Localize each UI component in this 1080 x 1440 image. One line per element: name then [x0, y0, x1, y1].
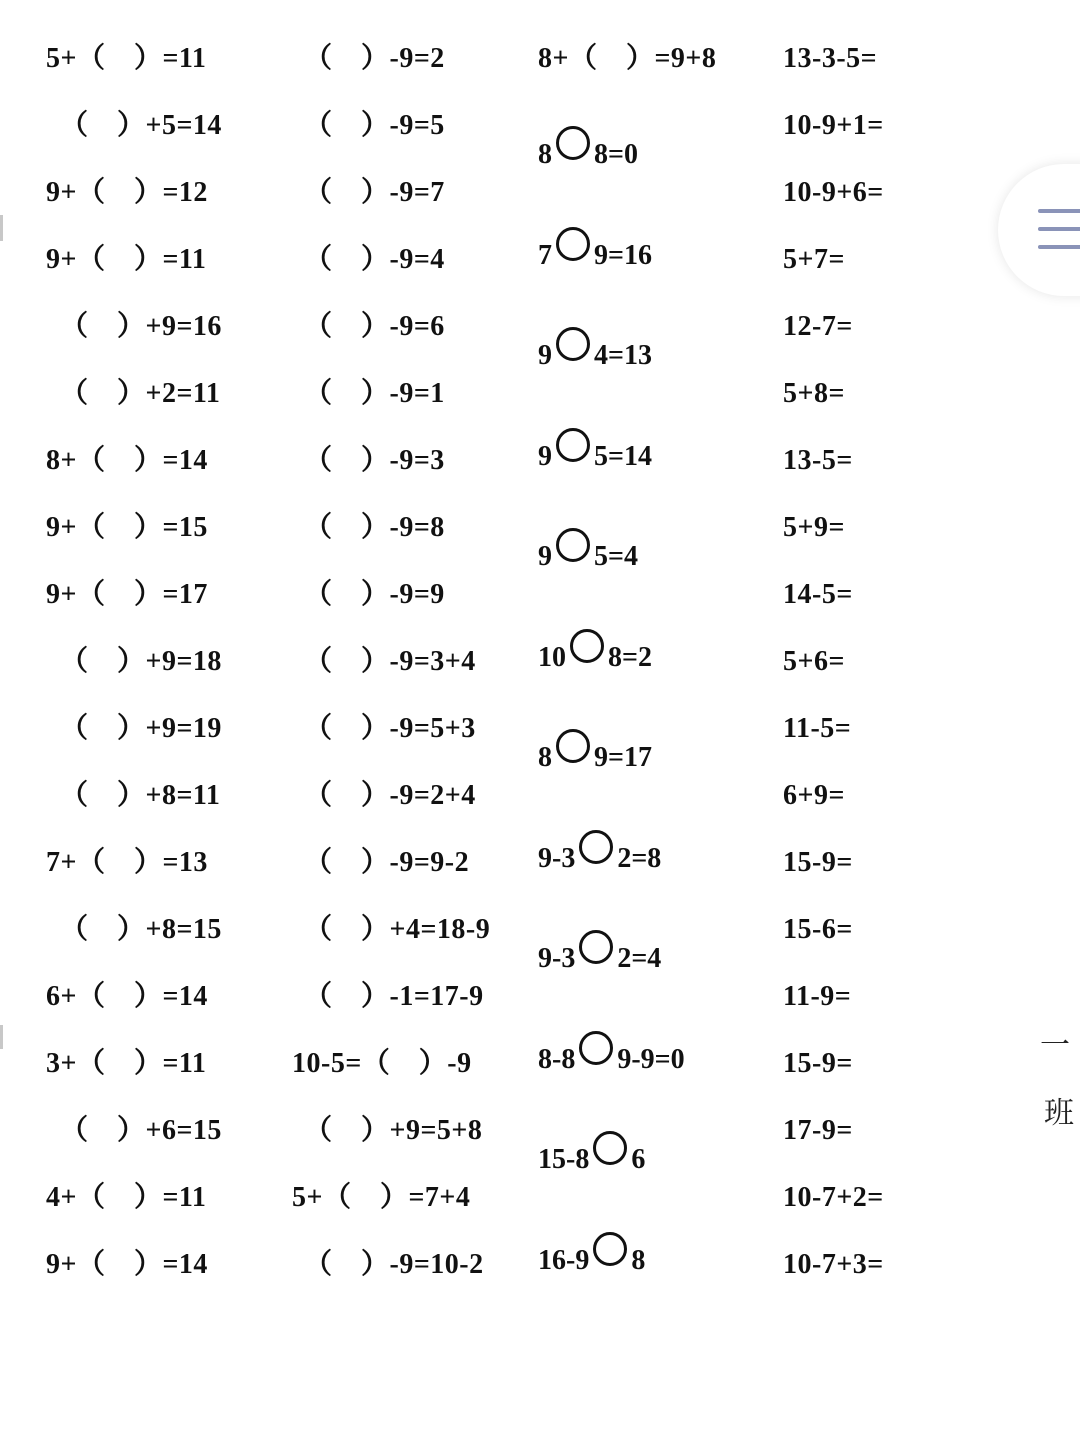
calculation-equation: 12-7= [783, 311, 853, 342]
comparison-item [538, 615, 652, 675]
fill-blank-equation: （ ）-9=3+4 [304, 646, 476, 677]
comparison-item [538, 414, 652, 474]
comparison-right: 9=17 [594, 742, 652, 773]
fill-blank-equation: 9+（ ）=12 [46, 177, 208, 208]
fill-blank-equation: 9+（ ）=15 [46, 512, 208, 543]
fill-blank-equation: 5+（ ）=7+4 [292, 1182, 471, 1213]
fill-blank-equation: （ ）+9=19 [60, 713, 222, 744]
fill-blank-equation: 9+（ ）=11 [46, 244, 207, 275]
comparison-right: 2=8 [617, 842, 662, 874]
fill-blank-equation: （ ）-9=7 [304, 177, 445, 208]
calculation-equation: 13-3-5= [783, 43, 878, 74]
comparison-left: 9 [538, 440, 552, 472]
fill-blank-equation: （ ）+9=18 [60, 646, 222, 677]
fill-blank-equation: （ ）-9=8 [304, 512, 445, 543]
comparison-right: 4=13 [594, 340, 652, 371]
calculation-equation: 10-7+2= [783, 1182, 884, 1213]
calculation-equation: 10-7+3= [783, 1249, 884, 1280]
fill-blank-equation: （ ）+9=5+8 [304, 1115, 483, 1146]
comparison-item [538, 1017, 685, 1077]
calculation-equation: 14-5= [783, 579, 853, 610]
answer-circle-icon[interactable] [579, 830, 613, 864]
calculation-equation: 11-5= [783, 713, 852, 744]
comparison-right: 5=14 [594, 440, 652, 472]
comparison-left: 15-8 [538, 1144, 590, 1175]
answer-circle-icon[interactable] [556, 227, 590, 261]
calculation-equation: 15-9= [783, 1048, 853, 1079]
comparison-item [538, 816, 661, 876]
calculation-equation: 10-9+1= [783, 110, 884, 141]
fill-blank-equation: （ ）+9=16 [60, 311, 222, 342]
fill-blank-equation: （ ）-9=1 [304, 378, 445, 409]
comparison-left: 7 [538, 239, 552, 271]
comparison-right: 8 [631, 1244, 646, 1276]
comparison-right: 2=4 [617, 943, 662, 974]
comparison-right: 5=4 [594, 541, 638, 572]
comparison-right: 9-9=0 [617, 1043, 685, 1075]
comparison-left: 16-9 [538, 1244, 590, 1276]
fill-blank-equation: 5+（ ）=11 [46, 43, 207, 74]
fill-blank-equation: 9+（ ）=14 [46, 1249, 208, 1280]
menu-line [1038, 209, 1080, 213]
calculation-equation: 15-6= [783, 914, 853, 945]
comparison-item [538, 213, 652, 273]
comparison-item [538, 1117, 645, 1177]
answer-circle-icon[interactable] [593, 1131, 627, 1165]
answer-circle-icon[interactable] [593, 1232, 627, 1266]
fill-blank-equation: （ ）-9=2 [304, 43, 445, 74]
fill-blank-equation: （ ）-9=6 [304, 311, 445, 342]
calculation-equation: 11-9= [783, 981, 852, 1012]
comparison-left: 8 [538, 139, 552, 170]
fill-blank-equation: （ ）-9=9 [304, 579, 445, 610]
comparison-left: 9-3 [538, 842, 576, 874]
edge-mark [0, 1025, 3, 1049]
calculation-equation: 5+6= [783, 646, 845, 677]
answer-circle-icon[interactable] [556, 528, 590, 562]
comparison-item [538, 1218, 645, 1278]
comparison-left: 9 [538, 541, 552, 572]
edge-mark [0, 215, 3, 241]
comparison-right: 6 [631, 1144, 646, 1175]
answer-circle-icon[interactable] [556, 428, 590, 462]
calculation-equation: 5+7= [783, 244, 845, 275]
calculation-equation: 6+9= [783, 780, 845, 811]
menu-line [1038, 227, 1080, 231]
fill-blank-equation: 10-5=（ ）-9 [292, 1048, 472, 1079]
fill-blank-equation: （ ）+4=18-9 [304, 914, 491, 945]
fill-blank-equation: （ ）+8=11 [60, 780, 221, 811]
calculation-equation: 13-5= [783, 445, 853, 476]
comparison-right: 8=0 [594, 139, 638, 170]
fill-blank-equation: 4+（ ）=11 [46, 1182, 207, 1213]
comparison-right: 9=16 [594, 239, 652, 271]
answer-circle-icon[interactable] [579, 1031, 613, 1065]
fill-blank-equation: 6+（ ）=14 [46, 981, 208, 1012]
fill-blank-equation: （ ）+6=15 [60, 1115, 222, 1146]
calculation-equation: 5+9= [783, 512, 845, 543]
comparison-left: 9-3 [538, 943, 576, 974]
calculation-equation: 15-9= [783, 847, 853, 878]
menu-line [1038, 245, 1080, 249]
answer-circle-icon[interactable] [579, 930, 613, 964]
comparison-item [538, 916, 661, 976]
fill-blank-equation: 8+（ ）=9+8 [538, 43, 717, 74]
fill-blank-equation: （ ）+8=15 [60, 914, 222, 945]
comparison-left: 8-8 [538, 1043, 576, 1075]
answer-circle-icon[interactable] [570, 629, 604, 663]
comparison-left: 8 [538, 742, 552, 773]
fill-blank-equation: （ ）-9=2+4 [304, 780, 476, 811]
answer-circle-icon[interactable] [556, 327, 590, 361]
fill-blank-equation: 8+（ ）=14 [46, 445, 208, 476]
comparison-item [538, 313, 652, 373]
comparison-left: 10 [538, 641, 566, 673]
fill-blank-equation: 3+（ ）=11 [46, 1048, 207, 1079]
comparison-item [538, 715, 652, 775]
fill-blank-equation: （ ）+2=11 [60, 378, 221, 409]
fill-blank-equation: （ ）-9=5+3 [304, 713, 476, 744]
answer-circle-icon[interactable] [556, 126, 590, 160]
fill-blank-equation: （ ）-9=5 [304, 110, 445, 141]
fill-blank-equation: （ ）-9=4 [304, 244, 445, 275]
fill-blank-equation: （ ）-1=17-9 [304, 981, 484, 1012]
calculation-equation: 5+8= [783, 378, 845, 409]
fill-blank-equation: （ ）-9=9-2 [304, 847, 470, 878]
fill-blank-equation: 7+（ ）=13 [46, 847, 208, 878]
fill-blank-equation: （ ）-9=10-2 [304, 1249, 484, 1280]
calculation-equation: 17-9= [783, 1115, 853, 1146]
edge-partial-text: 班 [1044, 1096, 1074, 1131]
fill-blank-equation: 9+（ ）=17 [46, 579, 208, 610]
fill-blank-equation: （ ）-9=3 [304, 445, 445, 476]
comparison-item [538, 112, 638, 172]
fill-blank-equation: （ ）+5=14 [60, 110, 222, 141]
calculation-equation: 10-9+6= [783, 177, 884, 208]
answer-circle-icon[interactable] [556, 729, 590, 763]
comparison-item [538, 514, 638, 574]
edge-partial-text: 一 [1040, 1028, 1070, 1063]
comparison-right: 8=2 [608, 641, 652, 673]
comparison-left: 9 [538, 340, 552, 371]
